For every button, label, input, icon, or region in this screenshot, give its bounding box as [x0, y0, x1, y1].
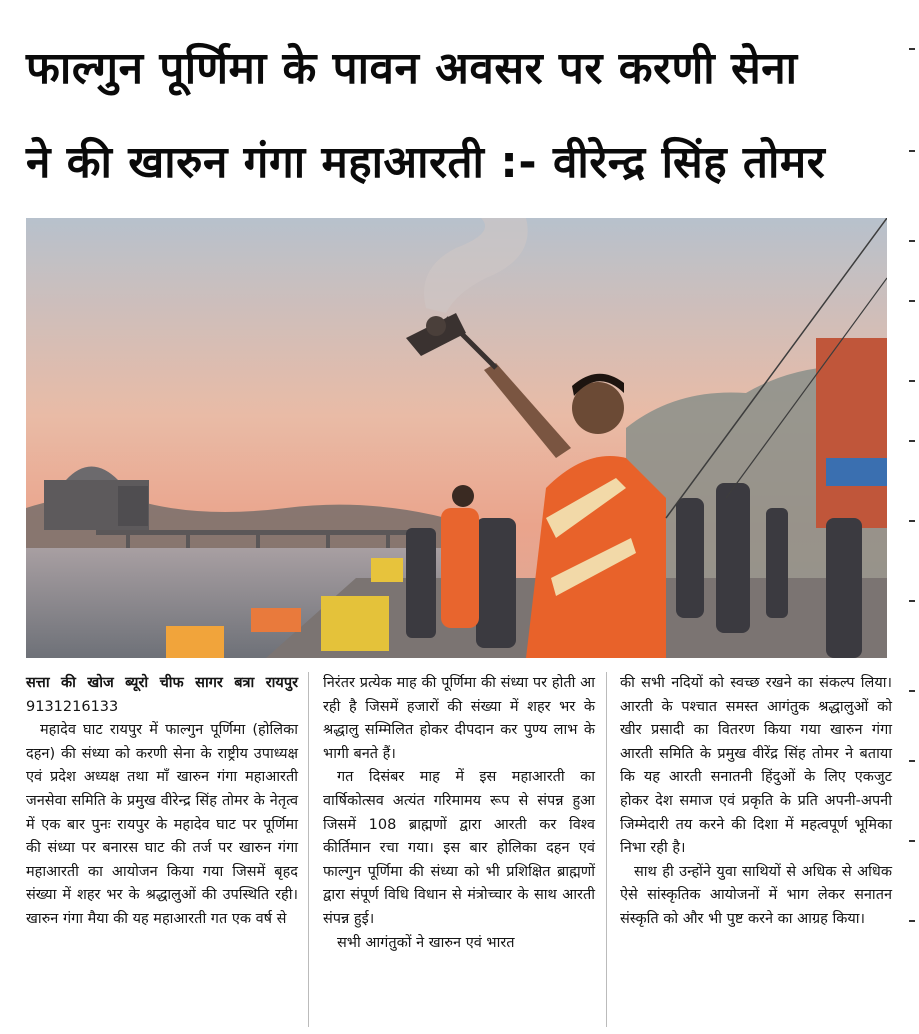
lamp-stand: [251, 608, 301, 632]
byline: सत्ता की खोज ब्यूरो चीफ सागर बत्रा रायपुर: [26, 675, 298, 691]
aarti-photo-illustration: [26, 218, 887, 658]
column-2-paragraph-3: सभी आगंतुकों ने खारुन एवं भारत: [337, 934, 515, 951]
lantern: [166, 626, 224, 658]
aarti-stand-1: [321, 596, 389, 651]
aarti-stand-2: [371, 558, 403, 582]
column-3: [620, 672, 892, 1027]
column-2-paragraph-2: गत दिसंबर माह में इस महाआरती का वार्षिकोत्सव अत्यंत गरिमामय रूप से संपन्न हुआ जिसमें 108 ब्राह्मणों द्वारा आरती कर विश्व कीर्तिमान रचा गया। इस बार होलिका दहन एवं फाल्गुन पूर्णिमा की संध्या को भी प्रशिक्षित ब्राह्मणों द्वारा संपूर्ण विधि विधान से मंत्रोच्चार के साथ आरती संपन्न हुई।: [323, 769, 595, 927]
column-2-paragraph-1: निरंतर प्रत्येक माह की पूर्णिमा की संध्या पर होती आ रही है जिसमें हजारों की संख्या में शहर भर के श्रद्धालु सम्मिलित होकर दीपदान कर पुण्य लाभ के भागी बनते हैं।: [323, 675, 595, 762]
page-edge-marks: [905, 0, 919, 1034]
phone-number: 9131216133: [26, 698, 119, 715]
column-2: [323, 672, 595, 1027]
column-3-paragraph-1: की सभी नदियों को स्वच्छ रखने का संकल्प लिया। आरती के पश्चात समस्त आगंतुक श्रद्धालुओं को खीर प्रसादी का वितरण किया गया खारुन गंगा आरती समिति के प्रमुख वीरेंद्र सिंह तोमर ने बताया कि यह आरती सनातनी हिंदुओं के लिए एकजुट होकर देश समाज एवं प्रकृति के प्रति अपनी-अपनी जिम्मेदारी तय करने की दिशा में महत्वपूर्ण भूमिका निभा रही है।: [620, 675, 892, 857]
blue-banner: [826, 458, 887, 486]
headline-line-1: फाल्गुन पूर्णिमा के पावन अवसर पर करणी सेना: [26, 43, 798, 94]
article-body: [26, 672, 892, 1027]
aarti-photo: [26, 218, 887, 658]
red-building: [816, 338, 887, 528]
column-1-paragraph: महादेव घाट रायपुर में फाल्गुन पूर्णिमा (होलिका दहन) की संध्या को करणी सेना के राष्ट्रीय उपाध्यक्ष एवं प्रदेश अध्यक्ष तथा माँ खारुन गंगा महाआरती जनसेवा समिति के प्रमुख वीरेन्द्र सिंह तोमर के नेतृत्व में एक बार पुनः रायपुर के महादेव घाट पर पूर्णिमा की संध्या पर बनारस घाट की तर्ज पर खारुन गंगा महाआरती का आयोजन किया गया जिसमें बृहद संख्या में शहर भर के श्रद्धालुओं की उपस्थिति रही। खारुन गंगा मैया की यह महाआरती गत एक वर्ष से: [26, 722, 298, 927]
column-1: [26, 672, 298, 1027]
byline-paragraph: [26, 672, 298, 719]
headline: [26, 22, 896, 210]
headline-line-2: ने की खारुन गंगा महाआरती :- वीरेन्द्र सिंह तोमर: [26, 137, 826, 188]
column-3-paragraph-2: साथ ही उन्होंने युवा साथियों से अधिक से अधिक ऐसे सांस्कृतिक आयोजनों में भाग लेकर सनातन संस्कृति को और भी पुष्ट करने का आग्रह किया।: [620, 863, 892, 927]
